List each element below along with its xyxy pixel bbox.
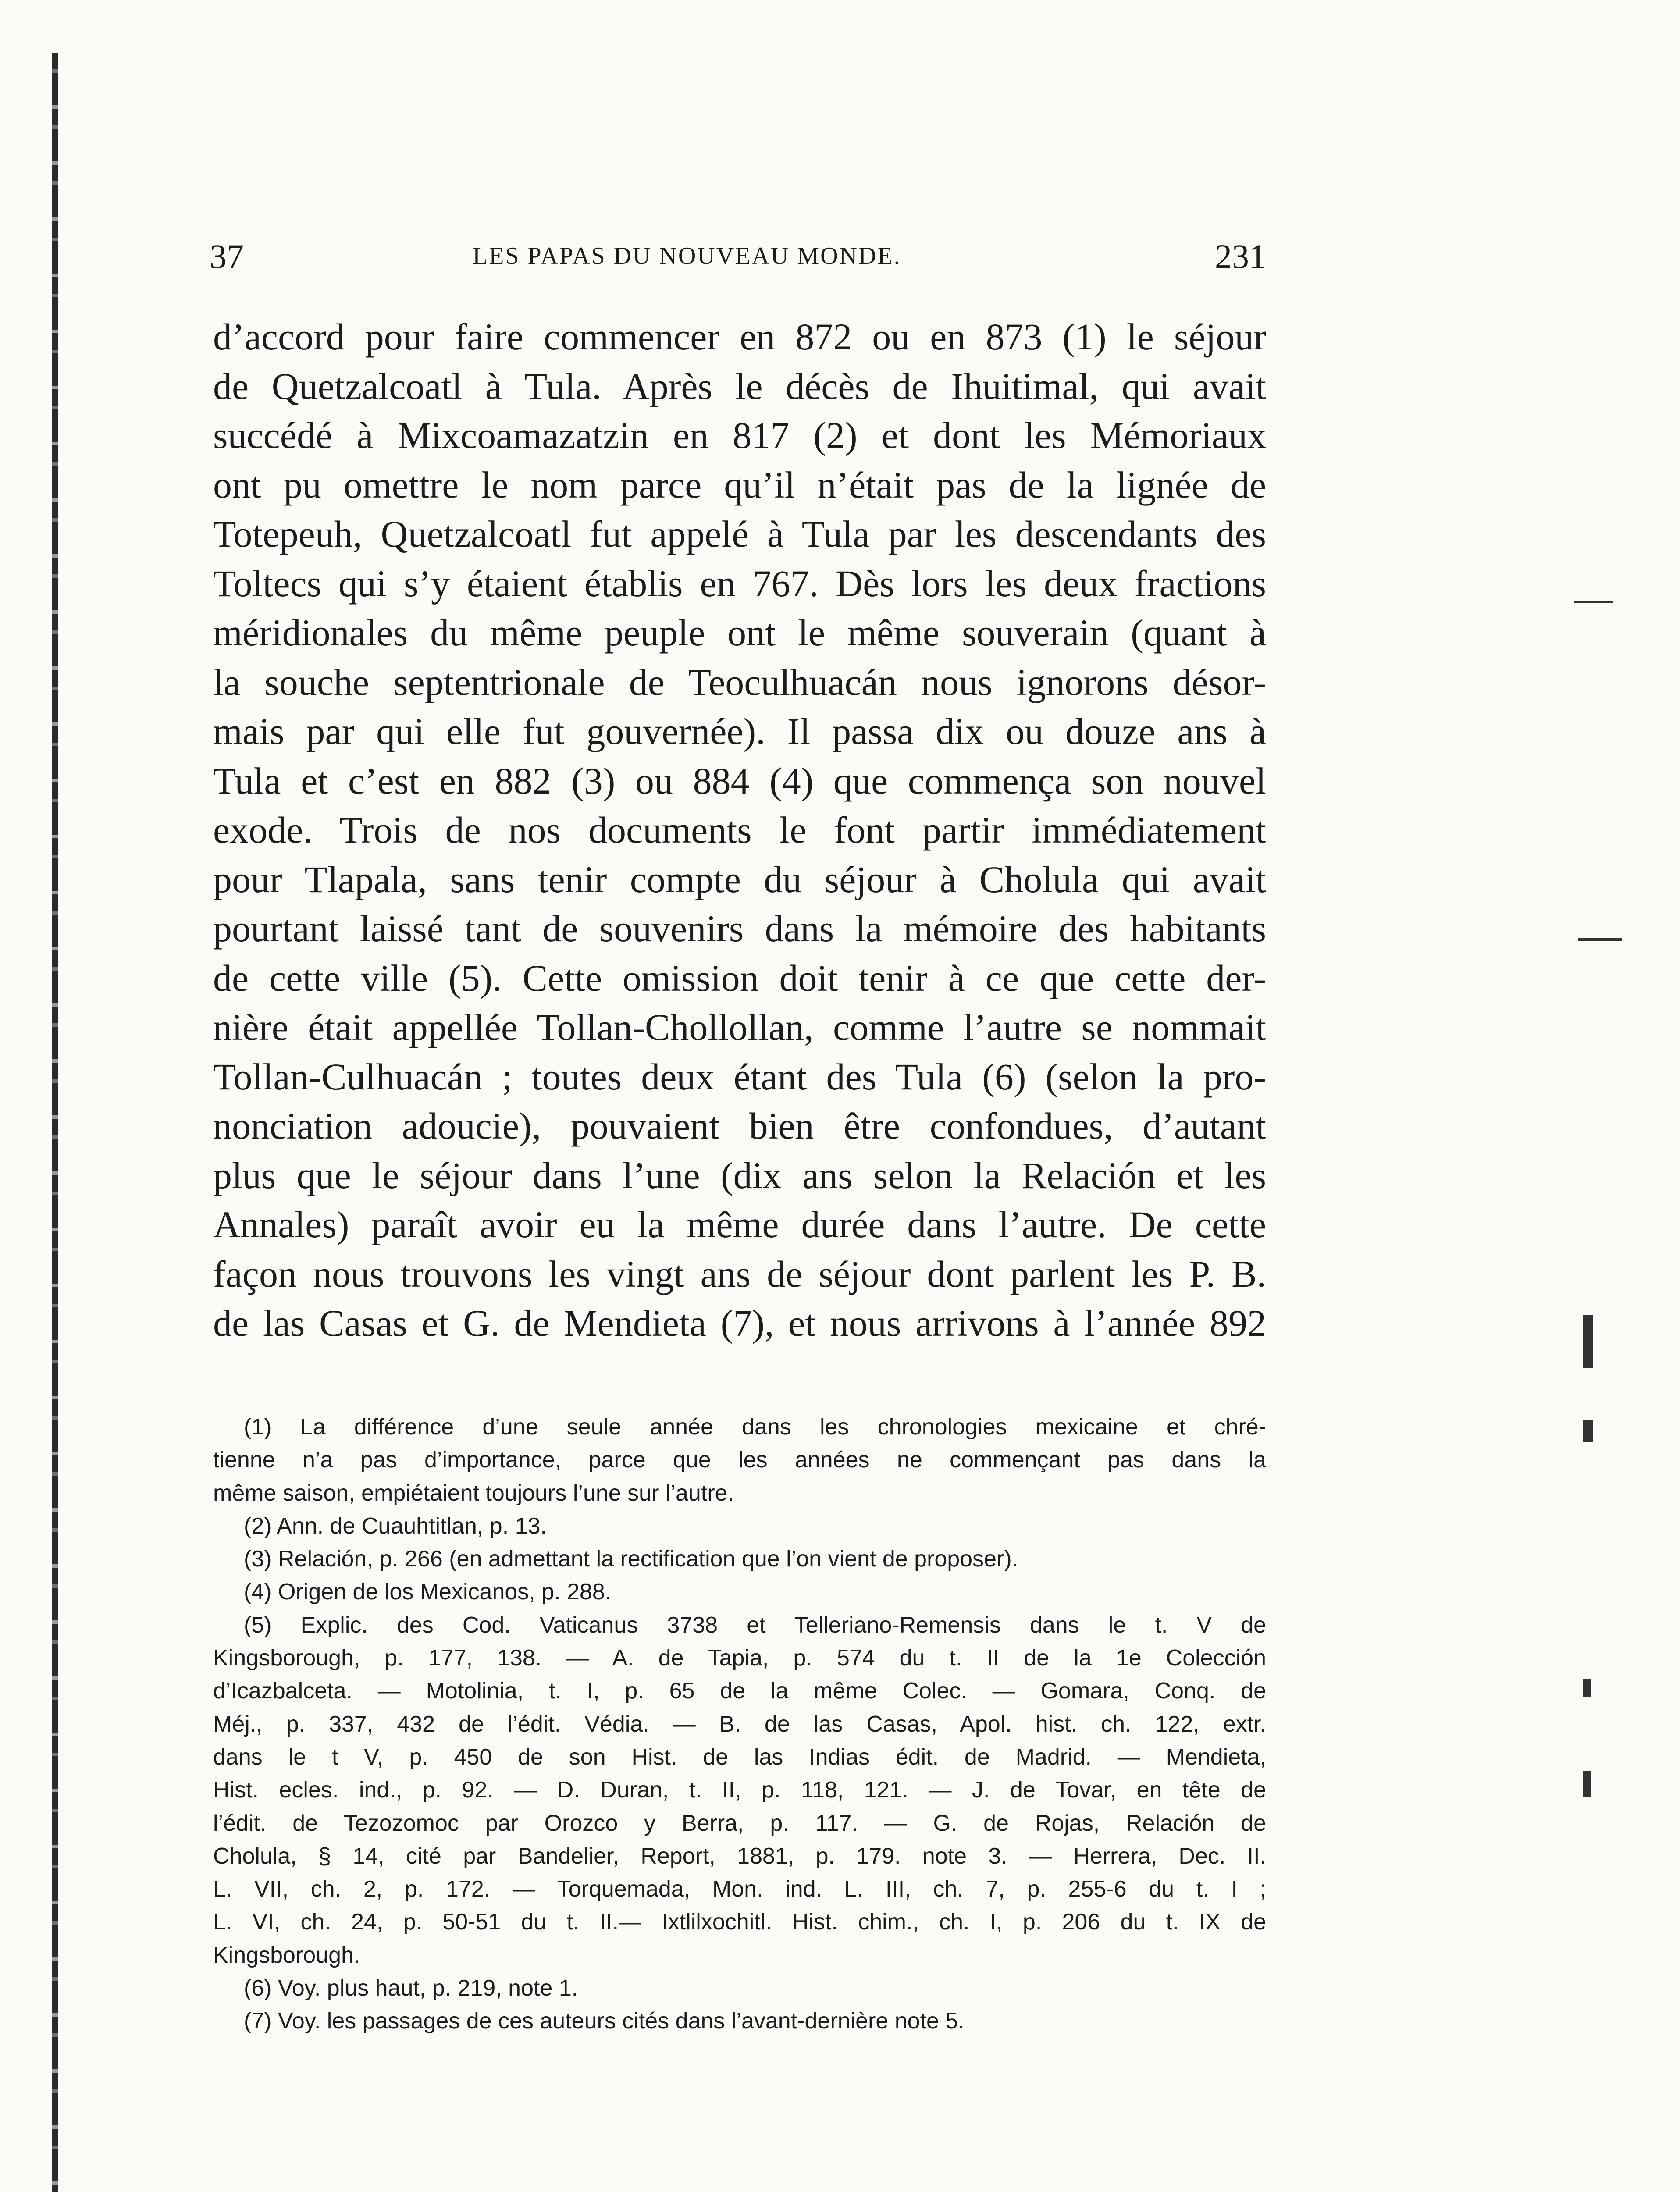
scan-mark (1583, 1771, 1591, 1797)
footnote-line: Hist. ecles. ind., p. 92. — D. Duran, t. II, p. 118, 121. — J. de Tovar, en tête de (213, 1777, 1266, 1803)
running-head (210, 237, 1266, 276)
scan-mark (1583, 1420, 1593, 1442)
body-line: de las Casas et G. de Mendieta (7), et nous arrivons à l’année 892 (213, 1302, 1266, 1344)
footnote-line: même saison, empiétaient toujours l’une sur l’autre. (213, 1480, 734, 1506)
footnote-line: (1) La différence d’une seule année dans les chronologies mexicaine et chré- (244, 1414, 1266, 1440)
body-line: pourtant laissé tant de souvenirs dans la mémoire des habitants (213, 907, 1266, 950)
body-line: Tollan-Culhuacán ; toutes deux étant des Tula (6) (selon la pro- (213, 1055, 1266, 1098)
footnote-line: (7) Voy. les passages de ces auteurs cités dans l’avant-dernière note 5. (244, 2008, 965, 2034)
body-line: la souche septentrionale de Teoculhuacán nous ignorons désor- (213, 661, 1266, 703)
scan-mark (1578, 938, 1622, 941)
footnote-line: d’Icazbalceta. — Motolinia, t. I, p. 65 de la même Colec. — Gomara, Conq. de (213, 1678, 1266, 1704)
footnote-line: Kingsborough. (213, 1942, 360, 1968)
body-line: plus que le séjour dans l’une (dix ans selon la Relación et les (213, 1154, 1266, 1196)
body-line: nière était appellée Tollan-Chollollan, comme l’autre se nommait (213, 1006, 1266, 1048)
footnote-line: Méj., p. 337, 432 de l’édit. Védia. — B. de las Casas, Apol. hist. ch. 122, extr. (213, 1711, 1266, 1737)
chapter-number: 37 (210, 237, 244, 275)
body-line: Tula et c’est en 882 (3) ou 884 (4) que commença son nouvel (213, 759, 1266, 802)
body-line: succédé à Mixcoamazatzin en 817 (2) et dont les Mémoriaux (213, 414, 1266, 456)
margin-scan-marks (1574, 0, 1627, 2192)
body-line: méridionales du même peuple ont le même souverain (quant à (213, 612, 1266, 654)
footnote-line: dans le t V, p. 450 de son Hist. de las Indias édit. de Madrid. — Mendieta, (213, 1744, 1266, 1770)
body-line: Toltecs qui s’y étaient établis en 767. Dès lors les deux fractions (213, 562, 1266, 605)
footnotes (213, 1411, 1266, 2038)
body-line: d’accord pour faire commencer en 872 ou en 873 (1) le séjour (213, 316, 1266, 358)
footnote-line: (4) Origen de los Mexicanos, p. 288. (244, 1579, 612, 1605)
body-text (213, 312, 1266, 1348)
body-line: Totepeuh, Quetzalcoatl fut appelé à Tula par les descendants des (213, 513, 1266, 555)
body-line: de cette ville (5). Cette omission doit tenir à ce que cette der- (213, 957, 1266, 999)
body-line: exode. Trois de nos documents le font partir immédiatement (213, 809, 1266, 851)
binding-edge-shadow (52, 53, 58, 2192)
footnote-line: L. VII, ch. 2, p. 172. — Torquemada, Mon. ind. L. III, ch. 7, p. 255-6 du t. I ; (213, 1876, 1266, 1902)
page-number: 231 (1215, 237, 1266, 275)
scan-mark (1583, 1679, 1591, 1697)
body-line: ont pu omettre le nom parce qu’il n’était pas de la lignée de (213, 463, 1266, 506)
body-line: nonciation adoucie), pouvaient bien être confondues, d’autant (213, 1105, 1266, 1147)
scan-mark (1583, 1315, 1593, 1368)
body-line: de Quetzalcoatl à Tula. Après le décès de Ihuitimal, qui avait (213, 365, 1266, 407)
footnote-line: (2) Ann. de Cuauhtitlan, p. 13. (244, 1513, 547, 1539)
footnote-line: Cholula, § 14, cité par Bandelier, Report, 1881, p. 179. note 3. — Herrera, Dec. II. (213, 1843, 1266, 1869)
footnote-line: Kingsborough, p. 177, 138. — A. de Tapia, p. 574 du t. II de la 1e Colección (213, 1645, 1266, 1671)
body-line: mais par qui elle fut gouvernée). Il passa dix ou douze ans à (213, 710, 1266, 752)
footnote-line: l’édit. de Tezozomoc par Orozco y Berra, p. 117. — G. de Rojas, Relación de (213, 1810, 1266, 1836)
body-line: façon nous trouvons les vingt ans de séjour dont parlent les P. B. (213, 1253, 1266, 1295)
footnote-line: tienne n’a pas d’importance, parce que les années ne commençant pas dans la (213, 1447, 1266, 1473)
scan-mark (1574, 601, 1613, 603)
body-line: pour Tlapala, sans tenir compte du séjour à Cholula qui avait (213, 858, 1266, 900)
footnote-line: L. VI, ch. 24, p. 50-51 du t. II.— Ixtlilxochitl. Hist. chim., ch. I, p. 206 du t. IX de (213, 1909, 1266, 1935)
footnote-line: (3) Relación, p. 266 (en admettant la rectification que l’on vient de proposer). (244, 1546, 1018, 1572)
footnote-line: (6) Voy. plus haut, p. 219, note 1. (244, 1975, 578, 2001)
running-title: LES PAPAS DU NOUVEAU MONDE. (473, 242, 901, 270)
footnote-line: (5) Explic. des Cod. Vaticanus 3738 et Telleriano-Remensis dans le t. V de (244, 1612, 1266, 1638)
body-line: Annales) paraît avoir eu la même durée dans l’autre. De cette (213, 1203, 1266, 1245)
